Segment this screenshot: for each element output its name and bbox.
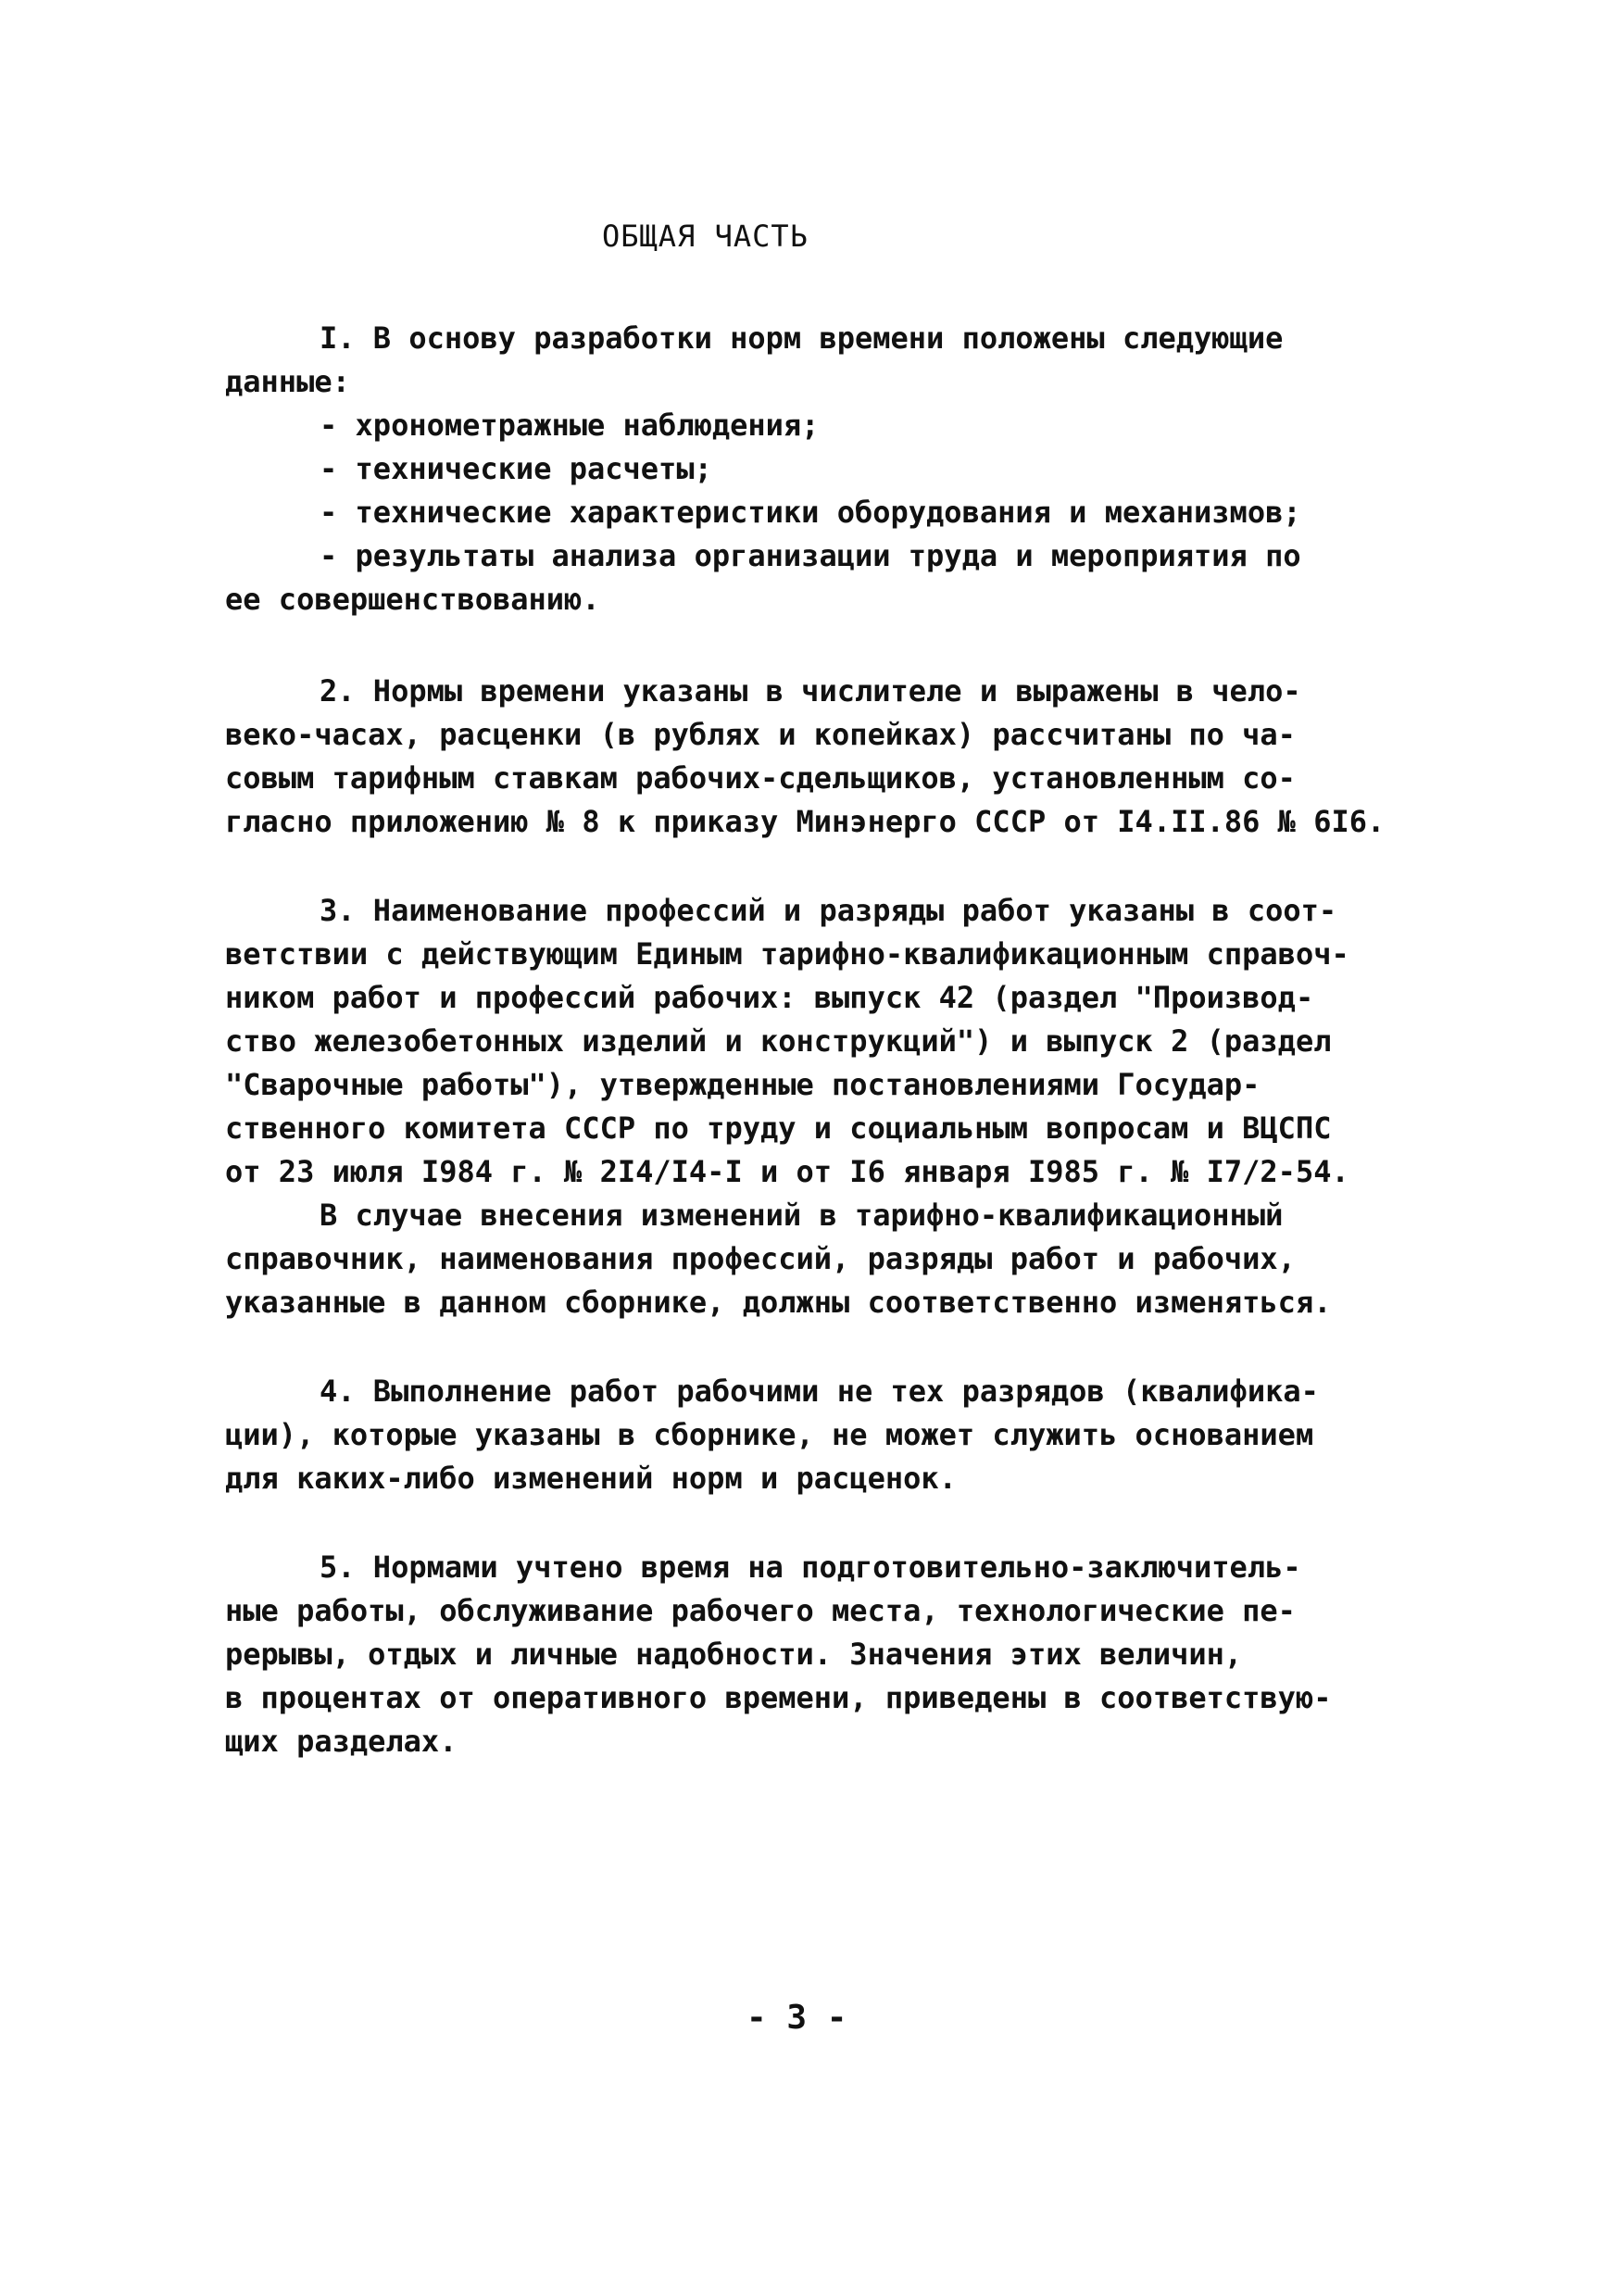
text-line: данные: (225, 364, 350, 399)
text-line: - технические характеристики оборудования и механизмов; (320, 495, 1301, 530)
text-line: совым тарифным ставкам рабочих-сдельщиков, установленным со- (225, 760, 1296, 796)
text-line: - технические расчеты; (320, 451, 712, 486)
text-line: указанные в данном сборнике, должны соответственно изменяться. (225, 1285, 1332, 1320)
text-line: - результаты анализа организации труда и мероприятия по (320, 538, 1301, 573)
text-line: В случае внесения изменений в тарифно-квалификационный (320, 1198, 1284, 1233)
text-line: - хронометражные наблюдения; (320, 408, 820, 443)
text-line: I. В основу разработки норм времени положены следующие (320, 320, 1284, 356)
text-line: ветствии с действующим Единым тарифно-квалификационным справоч- (225, 936, 1349, 972)
text-line: ственного комитета СССР по труду и социальным вопросам и ВЦСПС (225, 1110, 1332, 1146)
text-line: ные работы, обслуживание рабочего места, технологические пе- (225, 1593, 1296, 1628)
text-line: 4. Выполнение работ рабочими не тех разрядов (квалифика- (320, 1374, 1319, 1409)
text-line: щих разделах. (225, 1724, 458, 1759)
text-line: для каких-либо изменений норм и расценок. (225, 1461, 957, 1496)
page-title: ОБЩАЯ ЧАСТЬ (602, 219, 809, 254)
text-line: ее совершенствованию. (225, 582, 600, 617)
text-line: ции), которые указаны в сборнике, не может служить основанием (225, 1417, 1314, 1452)
text-line: ником работ и профессий рабочих: выпуск 42 (раздел "Производ- (225, 980, 1314, 1015)
text-line: ство железобетонных изделий и конструкций") и выпуск 2 (раздел (225, 1023, 1332, 1059)
text-line: справочник, наименования профессий, разряды работ и рабочих, (225, 1241, 1296, 1276)
text-line: в процентах от оперативного времени, приведены в соответствую- (225, 1680, 1332, 1715)
text-line: 2. Нормы времени указаны в числителе и выражены в чело- (320, 673, 1301, 709)
text-line: гласно приложению № 8 к приказу Минэнерго СССР от I4.II.86 № 6I6. (225, 804, 1386, 839)
page-number: - 3 - (746, 1999, 847, 2037)
text-line: 5. Нормами учтено время на подготовительно-заключитель- (320, 1549, 1301, 1585)
text-line: веко-часах, расценки (в рублях и копейках) рассчитаны по ча- (225, 717, 1296, 752)
text-line: "Сварочные работы"), утвержденные постановлениями Государ- (225, 1067, 1261, 1102)
text-line: рерывы, отдых и личные надобности. Значения этих величин, (225, 1637, 1243, 1672)
text-line: 3. Наименование профессий и разряды работ указаны в соот- (320, 893, 1337, 928)
text-line: от 23 июля I984 г. № 2I4/I4-I и от I6 января I985 г. № I7/2-54. (225, 1154, 1349, 1189)
